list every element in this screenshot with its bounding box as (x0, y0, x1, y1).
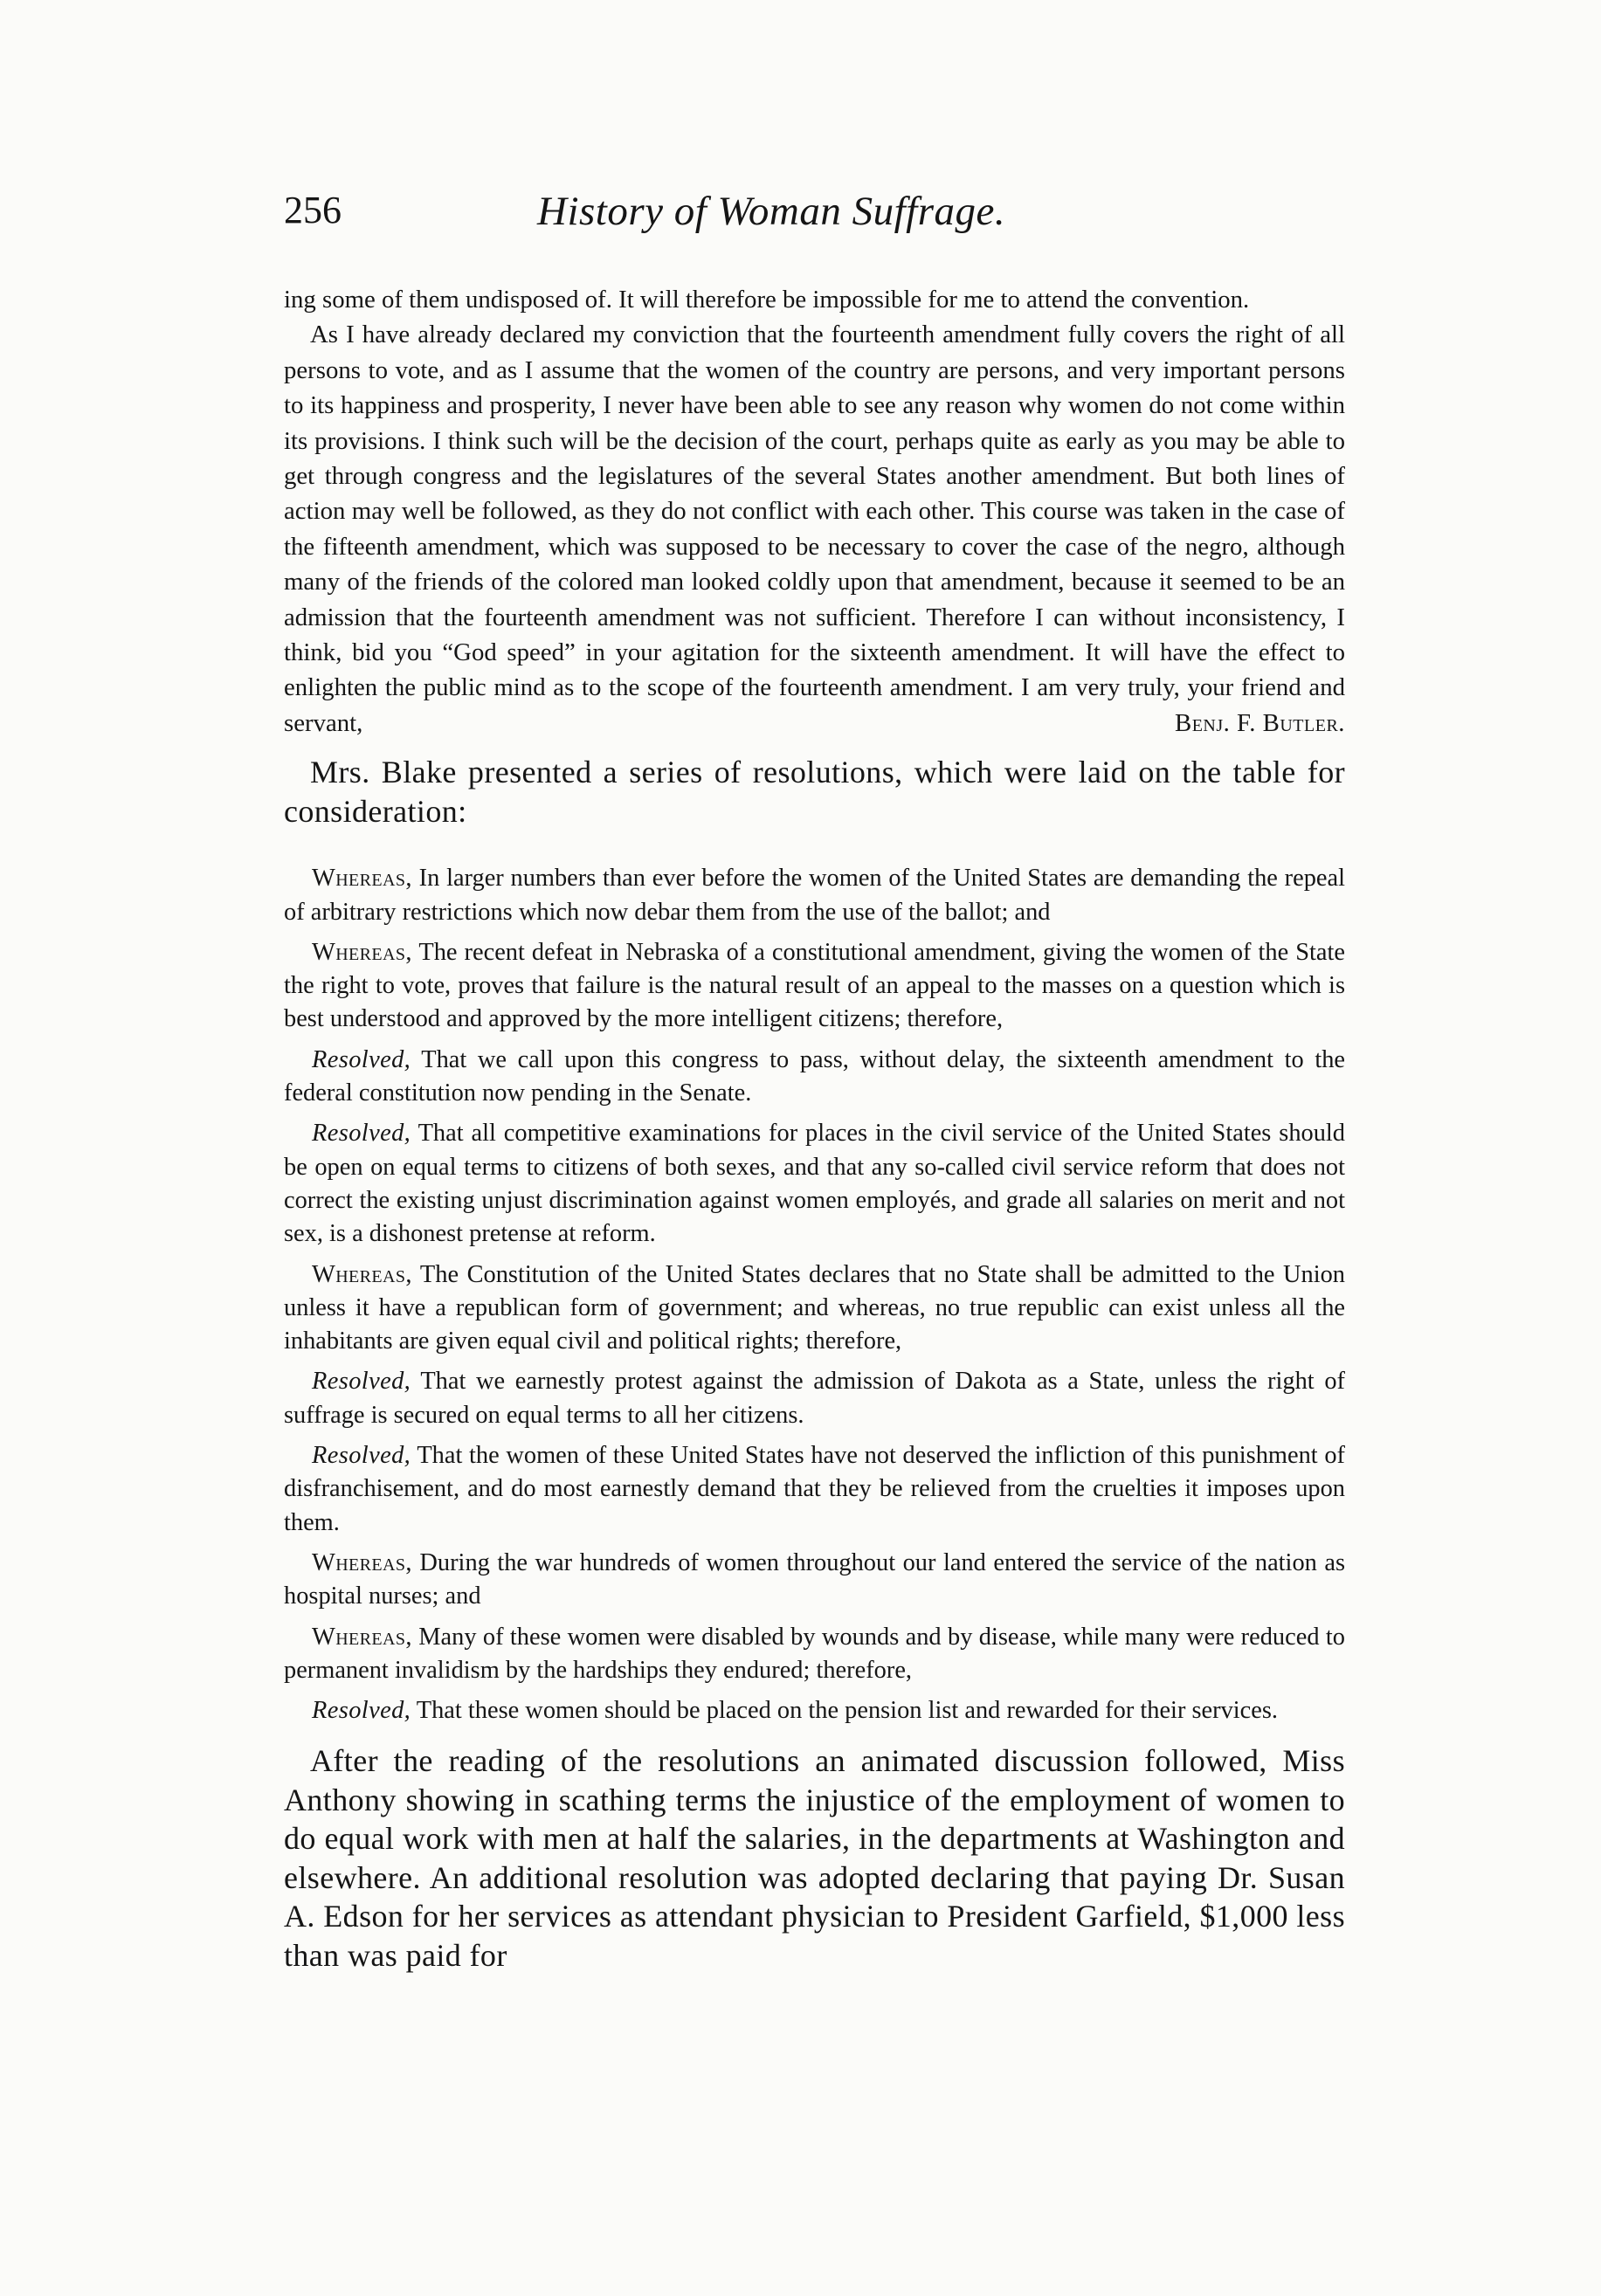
resolution-item (284, 1439, 1345, 1540)
resolution-item (284, 1694, 1345, 1727)
resolution-lead: Whereas, (312, 865, 412, 893)
book-page (284, 188, 1345, 2006)
resolution-lead: Resolved, (312, 1442, 411, 1470)
resolution-lead: Resolved, (312, 1120, 411, 1148)
resolution-text: That all competitive examinations for places in the civil service of the United States should be open on equal terms to citizens of both sexes, and that any so-called civil service reform that does not correct the existing unjust discrimination against women employés, and grade all salaries on merit and not sex, is a dishonest pretense at reform. (284, 1120, 1345, 1248)
resolution-text: That these women should be placed on the pension list and rewarded for their services. (411, 1697, 1279, 1725)
resolution-item (284, 1258, 1345, 1359)
resolution-lead: Whereas, (312, 938, 412, 966)
butler-letter (284, 282, 1345, 741)
resolution-lead: Whereas, (312, 1548, 412, 1576)
resolution-item (284, 862, 1345, 929)
resolution-text: The Constitution of the United States declares that no State shall be admitted to the Union unless it have a republican form of government; and whereas, no true republic can exist unless all the inhabitants are given equal civil and political rights; therefore, (284, 1260, 1345, 1355)
resolution-text: That the women of these United States have not deserved the infliction of this punishment of disfranchisement, and do most earnestly demand that they be relieved from the cruelties it imposes upon them. (284, 1442, 1345, 1536)
resolution-text: In larger numbers than ever before the women of the United States are demanding the repeal of arbitrary restrictions which now debar them from the use of the ballot; and (284, 865, 1345, 926)
resolution-item (284, 1547, 1345, 1614)
resolution-lead: Resolved, (312, 1697, 411, 1725)
closing-paragraph: After the reading of the resolutions an animated discussion followed, Miss Anthony showing in scathing terms the injustice of the employment of women to do equal work with men at half the salaries, in the departments at Washington and elsewhere. An additional resolution was adopted declaring that paying Dr. Susan A. Edson for her services as attendant physician to President Garfield, $1,000 less than was paid for (284, 1743, 1345, 1973)
page-number: 256 (284, 189, 342, 231)
letter-signature: Benj. F. Butler. (1175, 708, 1345, 737)
resolution-item (284, 936, 1345, 1037)
resolution-text: That we earnestly protest against the admission of Dakota as a State, unless the right of suffrage is secured on equal terms to all her citizens. (284, 1368, 1345, 1429)
resolution-item (284, 1365, 1345, 1432)
letter-body: As I have already declared my conviction that the fourteenth amendment fully covers the right of all persons to vote, and as I assume that the women of the country are persons, and very important persons to its happiness and prosperity, I never have been able to see any reason why women do not come within its provisions. I think such will be the decision of the court, perhaps quite as early as you may be able to get through congress and the legislatures of the several States another amendment. But both lines of action may well be followed, as they do not conflict with each other. This course was taken in the case of the fifteenth amendment, which was supposed to be necessary to cover the case of the negro, although many of the friends of the colored man looked coldly upon that amendment, because it seemed to be an admission that the fourteenth amendment was not sufficient. Therefore I can without inconsistency, I think, bid you “God speed” in your agitation for the sixteenth amendment. It will have the effect to enlighten the public mind as to the scope of the fourteenth amendment. I am very truly, your friend and servant, (284, 321, 1345, 737)
resolution-item (284, 1621, 1345, 1688)
resolution-lead: Whereas, (312, 1260, 412, 1288)
resolution-text: Many of these women were disabled by wounds and by disease, while many were reduced to permanent invalidism by the hardships they endured; therefore, (284, 1623, 1345, 1684)
resolution-lead: Whereas, (312, 1623, 412, 1651)
page-header (284, 188, 1345, 258)
letter-paragraph-1: ing some of them undisposed of. It will therefore be impossible for me to attend the convention. (284, 286, 1250, 314)
resolution-text: During the war hundreds of women throughout our land entered the service of the nation as hospital nurses; and (284, 1548, 1345, 1610)
running-title: History of Woman Suffrage. (537, 189, 1006, 234)
resolution-text: That we call upon this congress to pass, without delay, the sixteenth amendment to the federal constitution now pending in the Senate. (284, 1045, 1345, 1107)
resolution-lead: Resolved, (312, 1368, 411, 1396)
resolution-item (284, 1117, 1345, 1251)
resolutions-intro: Mrs. Blake presented a series of resolutions, which were laid on the table for consideration: (284, 755, 1345, 829)
letter-paragraph-2 (284, 317, 1345, 741)
resolution-lead: Resolved, (312, 1045, 411, 1073)
resolution-text: The recent defeat in Nebraska of a constitutional amendment, giving the women of the State the right to vote, proves that failure is the natural result of an appeal to the masses on a question which is best understood and approved by the more intelligent citizens; therefore, (284, 938, 1345, 1033)
resolutions-list (284, 862, 1345, 1727)
resolution-item (284, 1044, 1345, 1111)
